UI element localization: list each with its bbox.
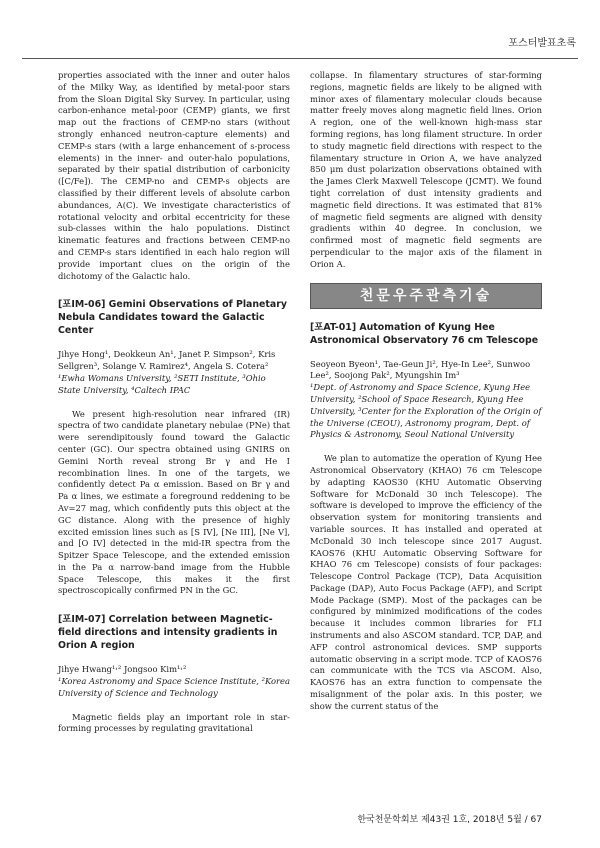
im07-continued-paragraph: collapse. In filamentary structures of star-forming regions, magnetic fields are likely to be aligned with minor axes of filamentary molecular clouds because matter freely moves along magnetic field lines. Orion A region, one of the well-known high-mass star forming regions, has long filament structure. In order to study magnetic field directions with respect to the filamentary structure in Orion A, we have analyzed 850 μm dust polarization observations obtained with the James Clerk Maxwell Telescope (JCMT). We found tight correlation of dust intensity gradients and magnetic field directions. It was estimated that 81% of magnetic field segments are aligned with density gradients within 40 degree. In conclusion, we confirmed most of magnetic field segments are perpendicular to the major axis of the filament in Orion A. [310,70,542,269]
header-rule [22,58,578,59]
im07-affiliations: ¹Korea Astronomy and Space Science Institute, ²Korea University of Science and Technology [58,676,290,698]
im06-title: [포IM-06] Gemini Observations of Planetary Nebula Candidates toward the Galactic Center [58,299,287,337]
page-header: 포스터발표초록 [508,38,576,49]
right-column [310,70,542,713]
im06-authors: Jihye Hong¹, Deokkeun An¹, Janet P. Simpson², Kris Sellgren³, Solange V. Ramirez⁴, Angela S. Cotera² [58,349,276,372]
im06-abstract: We present high-resolution near infrared (IR) spectra of two candidate planetary nebulae (PNe) that were serendipitously found toward the Galactic center (GC). Our spectra obtained using GNIRS on Gemini North reveal strong Br γ and He I recombination lines. In one of the targets, we confidently detect Pa α emission. Based on Br γ and Pa α lines, we estimate a foreground reddening to be Av=27 mag, which confidently puts this object at the GC distance. Along with the presence of highly excited emission lines such as [S IV], [Ne III], [Ne V], and [O IV] detected in the mid-IR spectra from the Spitzer Space Telescope, and the extended emission in the Pa α narrow-band image from the Hubble Space Telescope, this makes it the first spectroscopically confirmed PN in the GC. [58,408,290,596]
at01-affiliations: ¹Dept. of Astronomy and Space Science, Kyung Hee University, ²School of Space Research, Kyung Hee University, ³Center for the Exploration of the Origin of the Universe (CEOU), Astronomy program, Dept. of Physics & Astronomy, Seoul National University [310,382,542,440]
page-footer: 한국천문학회보 제43권 1호, 2018년 5월 / 67 [357,815,542,825]
at01-abstract: We plan to automatize the operation of Kyung Hee Astronomical Observatory (KHAO) 76 cm Telescope by adapting KAOS30 (KHU Automatic Observing Software for McDonald 30 inch Telescope). The software is developed to improve the efficiency of the observation system for monitoring transients and variable sources. It has installed and operated at McDonald 30 inch telescope since 2017 August. KAOS76 (KHU Automatic Observing Software for KHAO 76 cm Telescope) consists of four packages: Telescope Control Package (TCP), Data Acquisition Package (DAP), Auto Focus Package (AFP), and Script Mode Package (SMP). Most of the packages can be configured by minimized modifications of the codes because it includes common libraries for FLI instruments and also ASCOM standard. TCP, DAP, and AFP control astronomical devices. SMP supports automatic observing in a script mode. TCP of KAOS76 can communicate with the TCS via ASCOM. Also, KAOS76 has an extra function to compensate the misalignment of the polar axis. In this poster, we show the current status of the [310,453,542,711]
section-banner: 천문우주관측기술 [310,283,542,309]
left-column [58,70,290,735]
im07-title: [포IM-07] Correlation between Magnetic-field directions and intensity gradients in Orion A region [58,614,278,652]
intro-paragraph: properties associated with the inner and outer halos of the Milky Way, as identified by metal-poor stars from the Sloan Digital Sky Survey. In particular, using carbon-enhance metal-poor (CEMP) giants, we first map out the fractions of CEMP-no stars (without strongly enhanced neutron-capture elements) and CEMP-s stars (with a large enhancement of s-process elements) in the inner- and outer-halo populations, separated by their spatial distribution of carbonicity ([C/Fe]). The CEMP-no and CEMP-s objects are classified by their different levels of absolute carbon abundances, A(C). We investigate characteristics of rotational velocity and orbital eccentricity for these sub-classes within the halo populations. Distinct kinematic features and fractions between CEMP-no and CEMP-s stars identified in each halo region will provide important clues on the origin of the dichotomy of the Galactic halo. [58,70,290,281]
at01-authors: Seoyeon Byeon¹, Tae-Geun Ji², Hye-In Lee², Sunwoo Lee², Soojong Pak², Myungshin Im³ [310,358,531,381]
im07-authors: Jihye Hwang¹˒² Jongsoo Kim¹˒² [58,664,187,675]
at01-title: [포AT-01] Automation of Kyung Hee Astronomical Observatory 76 cm Telescope [310,321,539,346]
im07-abstract: Magnetic fields play an important role in star-forming processes by regulating gravitational [58,711,290,734]
im06-affiliations: ¹Ewha Womans University, ²SETI Institute, ³Ohio State University, ⁴Caltech IPAC [58,372,266,395]
